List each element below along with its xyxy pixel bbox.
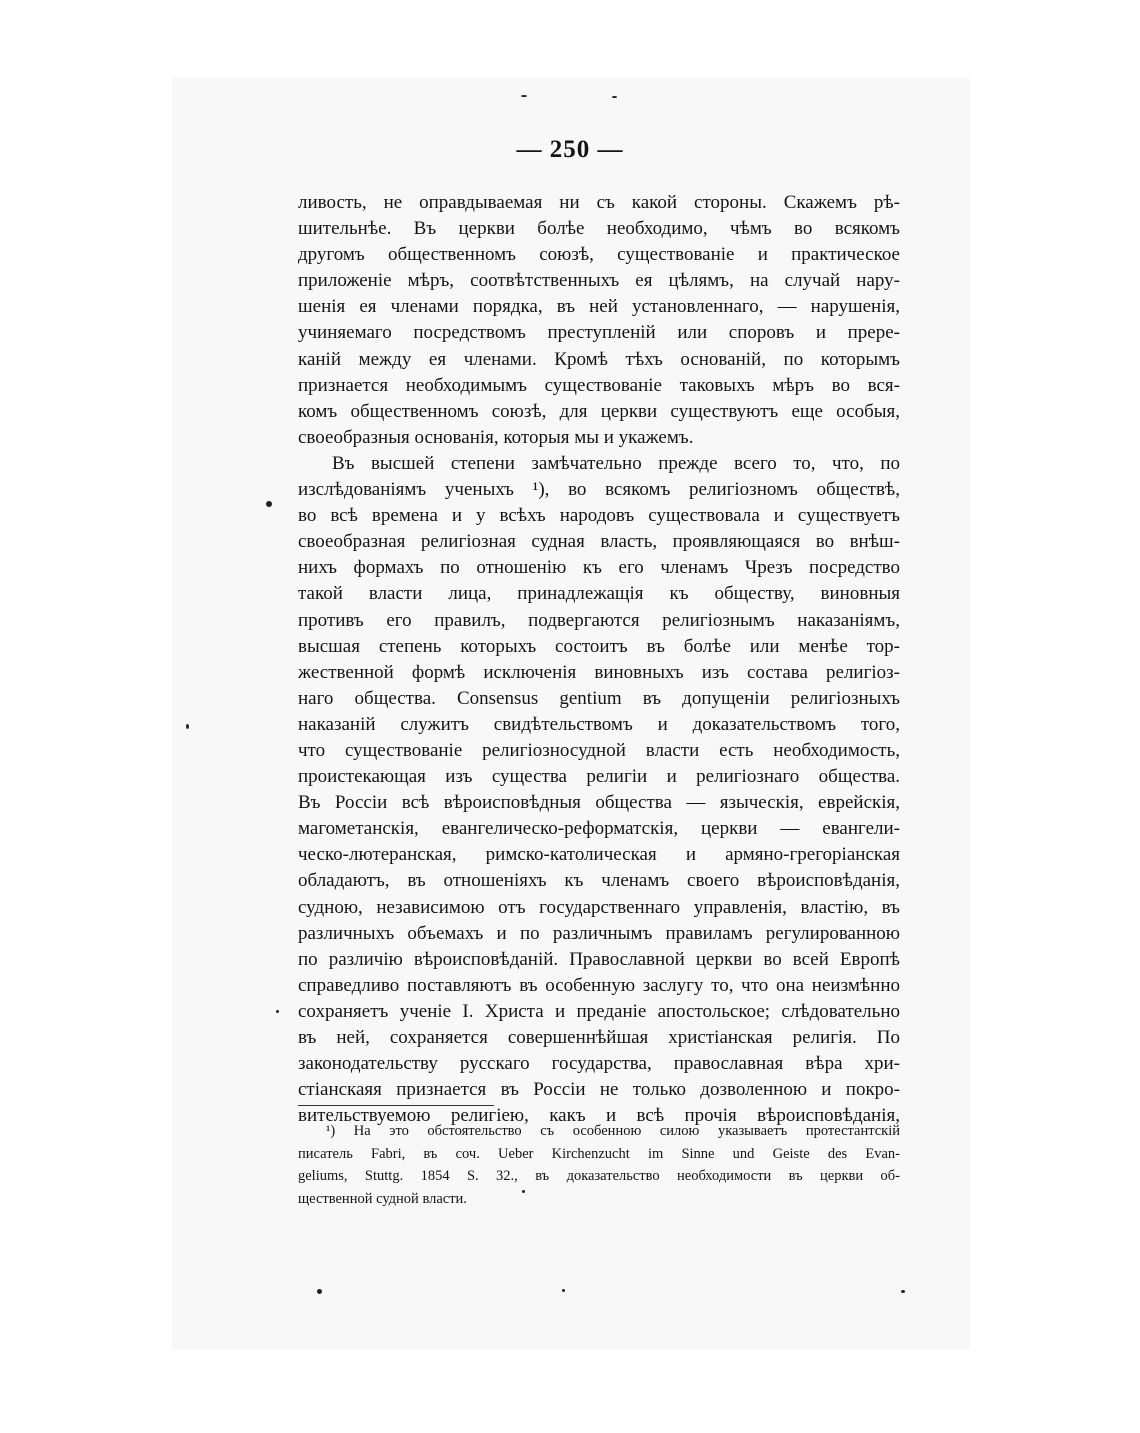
text-line: по различію вѣроисповѣданій. Православной церкви во всей Европѣ (298, 948, 900, 970)
footnote-line: ¹) На это обстоятельство съ особенною силою указываетъ протестантскій (326, 1123, 900, 1139)
text-line: признается необходимымъ существованіе таковыхъ мѣръ во вся- (298, 374, 900, 396)
ink-speck (562, 1289, 565, 1292)
footnote-divider (298, 1105, 494, 1106)
text-line: проистекающая изъ существа религіи и религіознаго общества. (298, 766, 900, 788)
text-line: законодательству русскаго государства, православная вѣра хри- (298, 1053, 900, 1075)
ink-speck (276, 1010, 279, 1013)
footnote-line: щественной судной власти. (298, 1190, 467, 1207)
text-line: ческо-лютеранская, римско-католическая и армяно-грегоріанская (298, 844, 900, 866)
text-line: приложеніе мѣръ, соотвѣтственныхъ ея цѣлямъ, на случай нару- (298, 270, 900, 292)
text-line: въ ней, сохраняется совершеннѣйшая христіанская религія. По (298, 1027, 900, 1048)
text-line: что существованіе религіозносудной власти есть необходимость, (298, 739, 900, 761)
text-line: шительнѣе. Въ церкви болѣе необходимо, чѣмъ во всякомъ (298, 218, 900, 240)
text-line: нихъ формахъ по отношенію къ его членамъ Чрезъ посредство (298, 557, 900, 579)
ink-speck (612, 96, 617, 98)
footnote (298, 1120, 900, 1210)
text-line: справедливо поставляютъ въ особенную заслугу то, что она неизмѣнно (298, 974, 900, 996)
text-line: изслѣдованіямъ ученыхъ ¹), во всякомъ религіозномъ обществѣ, (298, 479, 900, 501)
text-line: Въ Россіи всѣ вѣроисповѣдныя общества — языческія, еврейскія, (298, 792, 900, 814)
text-line: обладаютъ, въ отношеніяхъ къ членамъ своего вѣроисповѣданія, (298, 870, 900, 892)
footnote-line: писатель Fabri, въ соч. Ueber Kirchenzucht im Sinne und Geiste des Evan- (298, 1145, 900, 1162)
text-line: стіанскаяя признается въ Россіи не только дозволенною и покро- (298, 1079, 900, 1101)
text-line: наго общества. Consensus gentium въ допущеніи религіозныхъ (298, 687, 900, 709)
page-number: — 250 — (516, 136, 624, 163)
text-line: Въ высшей степени замѣчательно прежде всего то, что, по (332, 452, 900, 474)
text-line: учиняемаго посредствомъ преступленій или споровъ и прере- (298, 322, 900, 344)
text-line: своеобразныя основанія, которыя мы и укажемъ. (298, 426, 694, 448)
text-line: такой власти лица, принадлежащія къ обществу, виновныя (298, 583, 900, 605)
ink-speck (521, 95, 527, 97)
ink-speck (317, 1289, 322, 1294)
text-line: жественной формѣ исключенія виновныхъ изъ состава религіоз- (298, 661, 900, 683)
text-line: комъ общественномъ союзѣ, для церкви существуютъ еще особыя, (298, 400, 900, 422)
footnote-line: geliums, Stuttg. 1854 S. 32., въ доказательство необходимости въ церкви об- (298, 1168, 900, 1184)
text-line: судною, независимою отъ государственнаго управленія, властію, въ (298, 896, 900, 918)
text-line: во всѣ времена и у всѣхъ народовъ существовала и существуетъ (298, 505, 900, 527)
text-line: вительствуемою религіею, какъ и всѣ прочія вѣроисповѣданія, (298, 1105, 900, 1127)
ink-speck (186, 724, 189, 729)
text-line: различныхъ объемахъ и по различнымъ правиламъ регулированною (298, 922, 900, 944)
ink-speck (266, 501, 272, 507)
text-line: своеобразная религіозная судная власть, проявляющаяся во внѣш- (298, 531, 900, 553)
text-line: противъ его правилъ, подвергаются религіознымъ наказаніямъ, (298, 609, 900, 631)
text-line: магометанскія, евангелическо-реформатскія, церкви — евангели- (298, 818, 900, 840)
text-line: сохраняетъ ученіе І. Христа и преданіе апостольское; слѣдовательно (298, 1000, 900, 1022)
text-line: наказаній служитъ свидѣтельствомъ и доказательствомъ того, (298, 713, 900, 735)
main-text (298, 190, 900, 1129)
text-line: шенія ея членами порядка, въ ней установленнаго, — нарушенія, (298, 296, 900, 318)
text-line: каній между ея членами. Кромѣ тѣхъ основаній, по которымъ (298, 348, 900, 370)
ink-speck (901, 1290, 905, 1293)
text-line: высшая степень которыхъ состоитъ въ болѣе или менѣе тор- (298, 635, 900, 657)
text-line: другомъ общественномъ союзѣ, существованіе и практическое (298, 244, 900, 266)
text-line: ливость, не оправдываемая ни съ какой стороны. Скажемъ рѣ- (298, 192, 900, 213)
